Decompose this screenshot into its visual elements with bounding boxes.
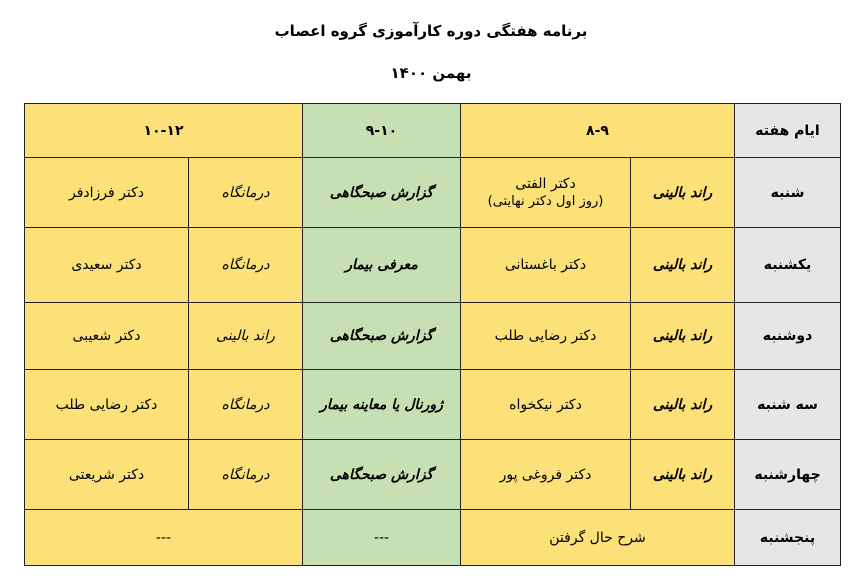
activity-cell: درمانگاه: [189, 228, 303, 303]
activity-cell: راند بالینی: [631, 228, 735, 303]
doctor-cell: [461, 158, 631, 228]
table-row: [25, 440, 841, 510]
activity-cell: ---: [25, 510, 303, 566]
header-row: [25, 104, 841, 158]
activity-cell: راند بالینی: [631, 440, 735, 510]
doctor-name: دکتر الفتی: [515, 176, 576, 192]
doctor-note: (روز اول دکتر نهایتی): [487, 194, 604, 209]
doctor-cell: دکتر سعیدی: [25, 228, 189, 303]
activity-cell: شرح حال گرفتن: [461, 510, 735, 566]
page-title: برنامه هفتگی دوره کارآموزی گروه اعصاب: [274, 22, 588, 40]
activity-cell: راند بالینی: [631, 303, 735, 370]
header-days: ایام هفته: [735, 104, 841, 158]
table-row: [25, 228, 841, 303]
activity-cell: گزارش صبحگاهی: [303, 303, 461, 370]
doctor-cell: دکتر شعیبی: [25, 303, 189, 370]
activity-cell: راند بالینی: [631, 370, 735, 440]
doctor-cell: دکتر رضایی طلب: [25, 370, 189, 440]
day-cell: سه شنبه: [735, 370, 841, 440]
activity-cell: گزارش صبحگاهی: [303, 158, 461, 228]
doctor-cell: دکتر شریعتی: [25, 440, 189, 510]
day-cell: یکشنبه: [735, 228, 841, 303]
header-slot-8-9: ۸-۹: [461, 104, 735, 158]
activity-cell: معرفی بیمار: [303, 228, 461, 303]
activity-cell: ژورنال یا معاینه بیمار: [303, 370, 461, 440]
header-slot-9-10: ۹-۱۰: [303, 104, 461, 158]
doctor-cell: دکتر نیکخواه: [461, 370, 631, 440]
activity-cell: گزارش صبحگاهی: [303, 440, 461, 510]
activity-cell: درمانگاه: [189, 440, 303, 510]
activity-cell: درمانگاه: [189, 370, 303, 440]
doctor-cell: دکتر فروغی پور: [461, 440, 631, 510]
day-cell: شنبه: [735, 158, 841, 228]
doctor-cell: دکتر فرزادفر: [25, 158, 189, 228]
table-row: [25, 510, 841, 566]
table-row: [25, 158, 841, 228]
activity-cell: راند بالینی: [631, 158, 735, 228]
table-row: [25, 370, 841, 440]
header-slot-10-12: ۱۰-۱۲: [25, 104, 303, 158]
day-cell: چهارشنبه: [735, 440, 841, 510]
activity-cell: ---: [303, 510, 461, 566]
page-subtitle: بهمن ۱۴۰۰: [390, 64, 472, 82]
schedule-table: [24, 103, 841, 566]
activity-cell: درمانگاه: [189, 158, 303, 228]
day-cell: پنجشنبه: [735, 510, 841, 566]
activity-cell: راند بالینی: [189, 303, 303, 370]
doctor-cell: دکتر رضایی طلب: [461, 303, 631, 370]
doctor-cell: دکتر باغستانی: [461, 228, 631, 303]
table-row: [25, 303, 841, 370]
day-cell: دوشنبه: [735, 303, 841, 370]
